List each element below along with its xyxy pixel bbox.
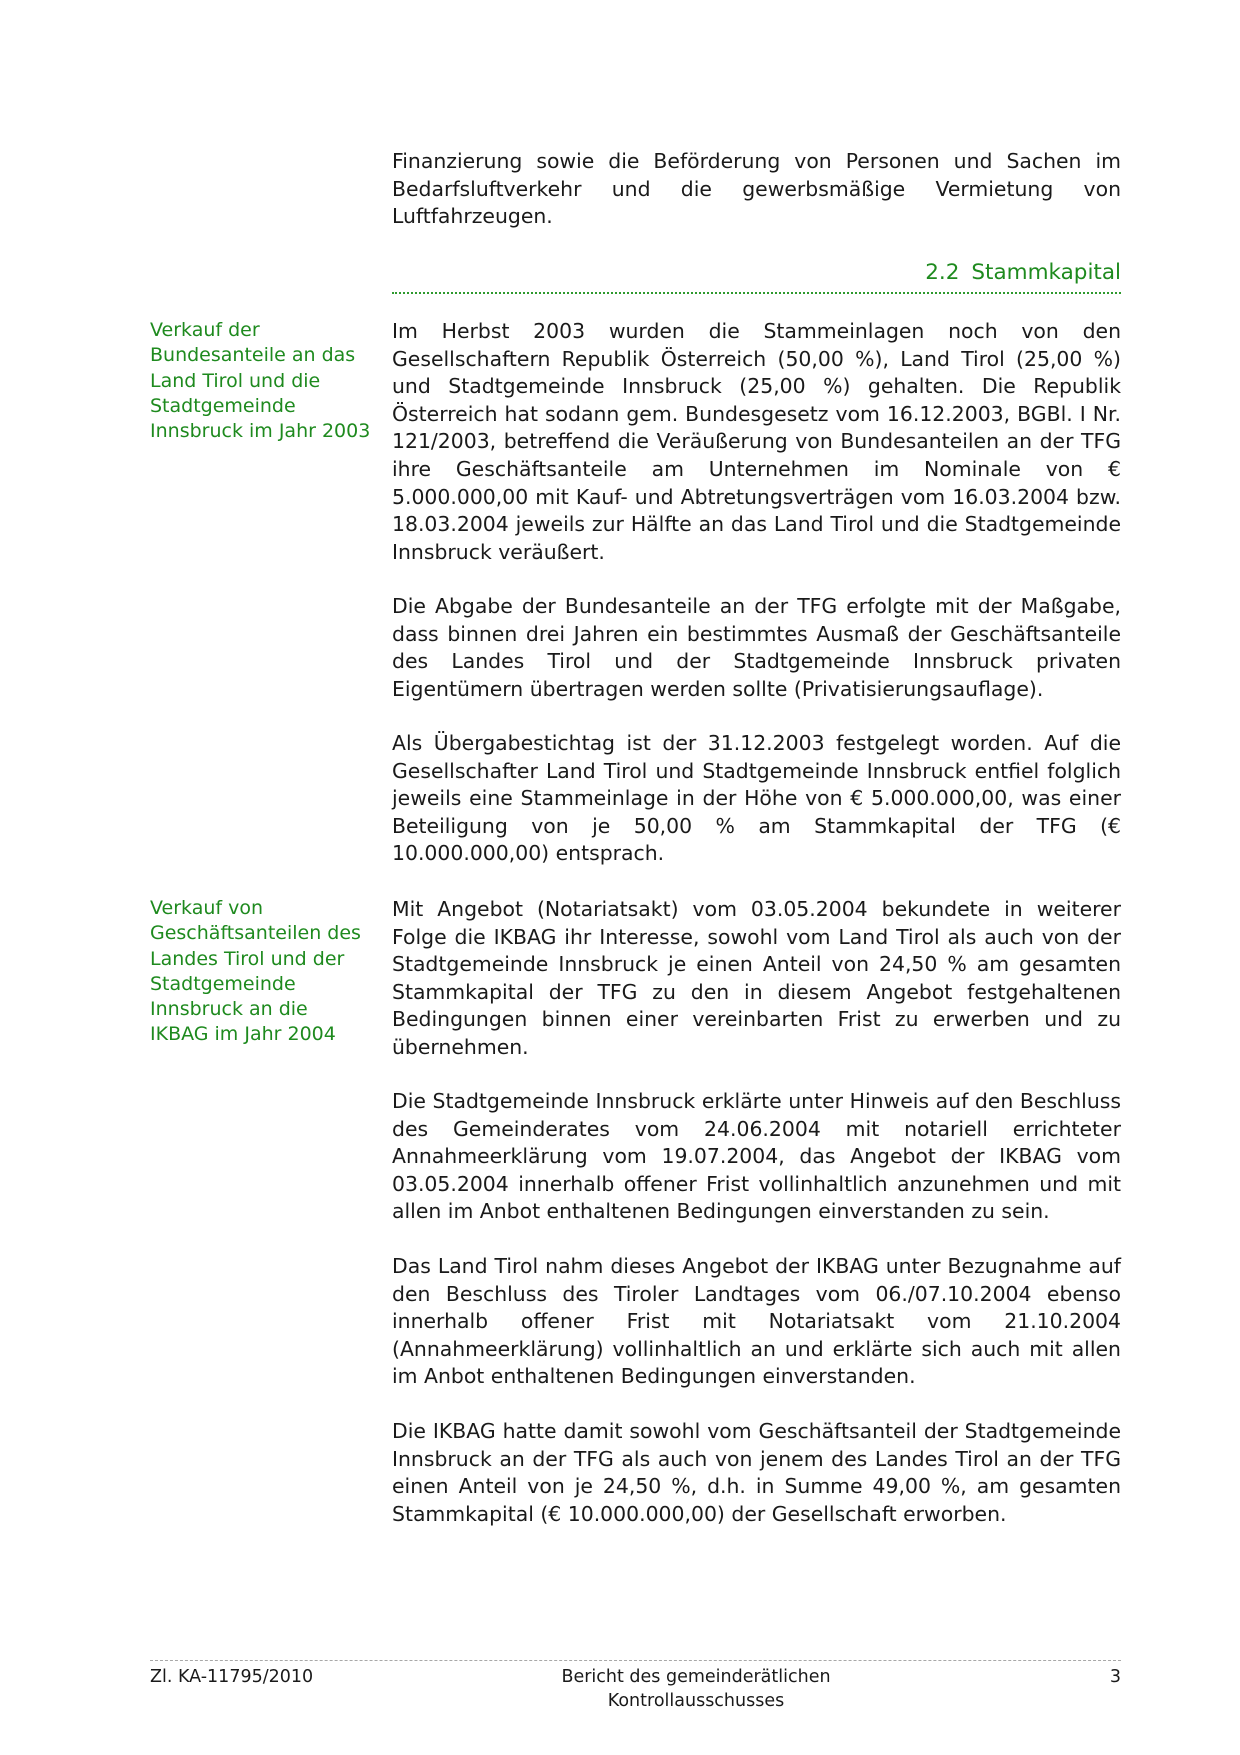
section-title: Stammkapital (971, 260, 1121, 285)
footer-reference: Zl. KA-11795/2010 (150, 1667, 314, 1687)
margin-note-bundesanteile: Verkauf der Bundesanteile an das Land Tirol und die Stadtgemeinde Innsbruck im Jahr 2003 (150, 319, 371, 443)
paragraph-angebot-ikbag: Mit Angebot (Notariatsakt) vom 03.05.2004 bekundete in weiterer Folge die IKBAG ihr Interesse, sowohl vom Land Tirol als auch von der Stadtgemeinde Innsbruck je einen Anteil von 24,50 % am gesamten Stammkapital der TFG zu den in diesem Angebot festgehaltenen Bedingungen binnen einer vereinbarten Frist zu erwerben und zu übernehmen. (392, 897, 1121, 1059)
footer-title: Bericht des gemeinderätlichen Kontrollausschusses (561, 1667, 831, 1711)
paragraph-herbst-2003: Im Herbst 2003 wurden die Stammeinlagen noch von den Gesellschaftern Republik Österreich (50,00 %), Land Tirol (25,00 %) und Stadtgemeinde Innsbruck (25,00 %) gehalten. Die Republik Österreich hat sodann gem. Bundesgesetz vom 16.12.2003, BGBl. I Nr. 121/2003, betreffend die Veräußerung von Bundesanteilen an der TFG ihre Geschäftsanteile am Unternehmen im Nominale von € 5.000.000,00 mit Kauf- und Abtretungsverträgen vom 16.03.2004 bzw. 18.03.2004 jeweils zur Hälfte an das Land Tirol und die Stadtgemeinde Innsbruck veräußert. (392, 319, 1121, 564)
margin-note-geschaeftsanteile: Verkauf von Geschäftsanteilen des Landes Tirol und der Stadtgemeinde Innsbruck an die IKBAG im Jahr 2004 (150, 897, 361, 1046)
paragraph-intro-continued: Finanzierung sowie die Beförderung von Personen und Sachen im Bedarfsluftverkehr und die gewerbsmäßige Vermietung von Luftfahrzeugen. (392, 149, 1121, 229)
paragraph-land-tirol-annahme: Das Land Tirol nahm dieses Angebot der IKBAG unter Bezugnahme auf den Beschluss des Tiroler Landtages vom 06./07.10.2004 ebenso innerhalb offener Frist mit Notariatsakt vom 21.10.2004 (Annahmeerklärung) vollinhaltlich an und erklärte sich auch mit allen im Anbot enthaltenen Bedingungen einverstanden. (392, 1254, 1121, 1389)
section-heading-stammkapital (392, 258, 1121, 294)
section-number: 2.2 (925, 260, 960, 285)
page-number: 3 (1109, 1667, 1121, 1687)
paragraph-abgabe-bundesanteile: Die Abgabe der Bundesanteile an der TFG erfolgte mit der Maßgabe, dass binnen drei Jahren ein bestimmtes Ausmaß der Geschäftsanteile des Landes Tirol und der Stadtgemeinde Innsbruck privaten Eigentümern übertragen werden sollte (Privatisierungsauflage). (392, 594, 1121, 701)
footer-divider (150, 1660, 1121, 1661)
paragraph-stadtgemeinde-annahme: Die Stadtgemeinde Innsbruck erklärte unter Hinweis auf den Beschluss des Gemeinderates vom 24.06.2004 mit notariell errichteter Annahmeerklärung vom 19.07.2004, das Angebot der IKBAG vom 03.05.2004 innerhalb offener Frist vollinhaltlich anzunehmen und mit allen im Anbot enthaltenen Bedingungen einverstanden zu sein. (392, 1089, 1121, 1224)
paragraph-uebergabestichtag: Als Übergabestichtag ist der 31.12.2003 festgelegt worden. Auf die Gesellschafter Land Tirol und Stadtgemeinde Innsbruck entfiel folglich jeweils eine Stammeinlage in der Höhe von € 5.000.000,00, was einer Beteiligung von je 50,00 % am Stammkapital der TFG (€ 10.000.000,00) entsprach. (392, 731, 1121, 866)
paragraph-ikbag-erwerb: Die IKBAG hatte damit sowohl vom Geschäftsanteil der Stadtgemeinde Innsbruck an der TFG als auch von jenem des Landes Tirol an der TFG einen Anteil von je 24,50 %, d.h. in Summe 49,00 %, am gesamten Stammkapital (€ 10.000.000,00) der Gesellschaft erworben. (392, 1419, 1121, 1526)
